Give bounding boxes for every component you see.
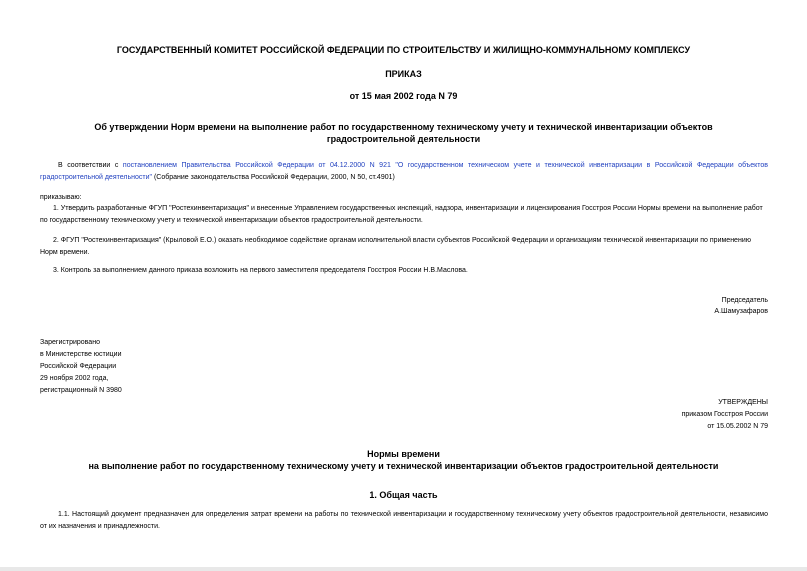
committee-heading: ГОСУДАРСТВЕННЫЙ КОМИТЕТ РОССИЙСКОЙ ФЕДЕРАЦИИ ПО СТРОИТЕЛЬСТВУ И ЖИЛИЩНО-КОММУНАЛЬНОМУ КОМПЛЕКСУ (116, 45, 691, 55)
signature-title: Председатель (721, 297, 768, 304)
section-heading: 1. Общая часть (369, 490, 438, 500)
doc-type-heading: ПРИКАЗ (385, 69, 422, 79)
signature-name: А.Шамузафаров (714, 308, 768, 315)
approval-line: УТВЕРЖДЕНЫ (718, 399, 768, 406)
preamble-prefix: В соответствии с (58, 162, 123, 169)
order-item-2: 2. ФГУП "Ростехинвентаризация" (Крыловой Е.О.) оказать необходимое содействие органам исполнительной власти субъектов Российской Федерации и организациям технической инвентаризации по применению Норм времени. (40, 237, 751, 256)
norms-subtitle: на выполнение работ по государственному техническому учету и технической инвентаризации объектов градостроительной деятельности (88, 461, 719, 471)
order-word: приказываю: (40, 194, 82, 201)
doc-date-number: от 15 мая 2002 года N 79 (349, 91, 458, 101)
registration-line: Зарегистрировано (40, 339, 100, 346)
registration-line: 29 ноября 2002 года, (40, 375, 109, 382)
preamble-paragraph (40, 160, 768, 184)
approval-line: от 15.05.2002 N 79 (707, 423, 768, 430)
paragraph-1-1: 1.1. Настоящий документ предназначен для определения затрат времени на работы по технической инвентаризации и государственному техническому учету объектов градостроительной деятельности, независимо от их назначения и принадлежности. (40, 511, 768, 530)
registration-line: регистрационный N 3980 (40, 387, 122, 394)
norms-title: Нормы времени (367, 449, 440, 459)
resolution-link[interactable]: постановлением Правительства Российской Федерации от 04.12.2000 N 921 "О государственном техническом учете и технической инвентаризации в Российской Федерации объектов градостроительной деятельности" (40, 162, 769, 181)
order-item-1: 1. Утвердить разработанные ФГУП "Ростехинвентаризация" и внесенные Управлением государственных инспекций, надзора, инвентаризации и лицензирования Госстроя России Нормы времени на выполнение работ по государственному техническому учету и технической инвентаризации объектов градостроительной деятельности. (40, 205, 763, 224)
approval-block (548, 397, 768, 433)
doc-subject: Об утверждении Норм времени на выполнение работ по государственному техническому учету и технической инвентаризации объектов градостроительной деятельности (94, 122, 713, 144)
registration-block (40, 337, 260, 397)
registration-line: в Министерстве юстиции (40, 351, 122, 358)
horizontal-scrollbar[interactable] (0, 567, 807, 571)
order-item-3: 3. Контроль за выполнением данного приказа возложить на первого заместителя председателя Госстроя России Н.В.Маслова. (53, 267, 468, 274)
registration-line: Российской Федерации (40, 363, 117, 370)
preamble-suffix: (Собрание законодательства Российской Федерации, 2000, N 50, ст.4901) (152, 174, 395, 181)
approval-line: приказом Госстроя России (681, 411, 768, 418)
